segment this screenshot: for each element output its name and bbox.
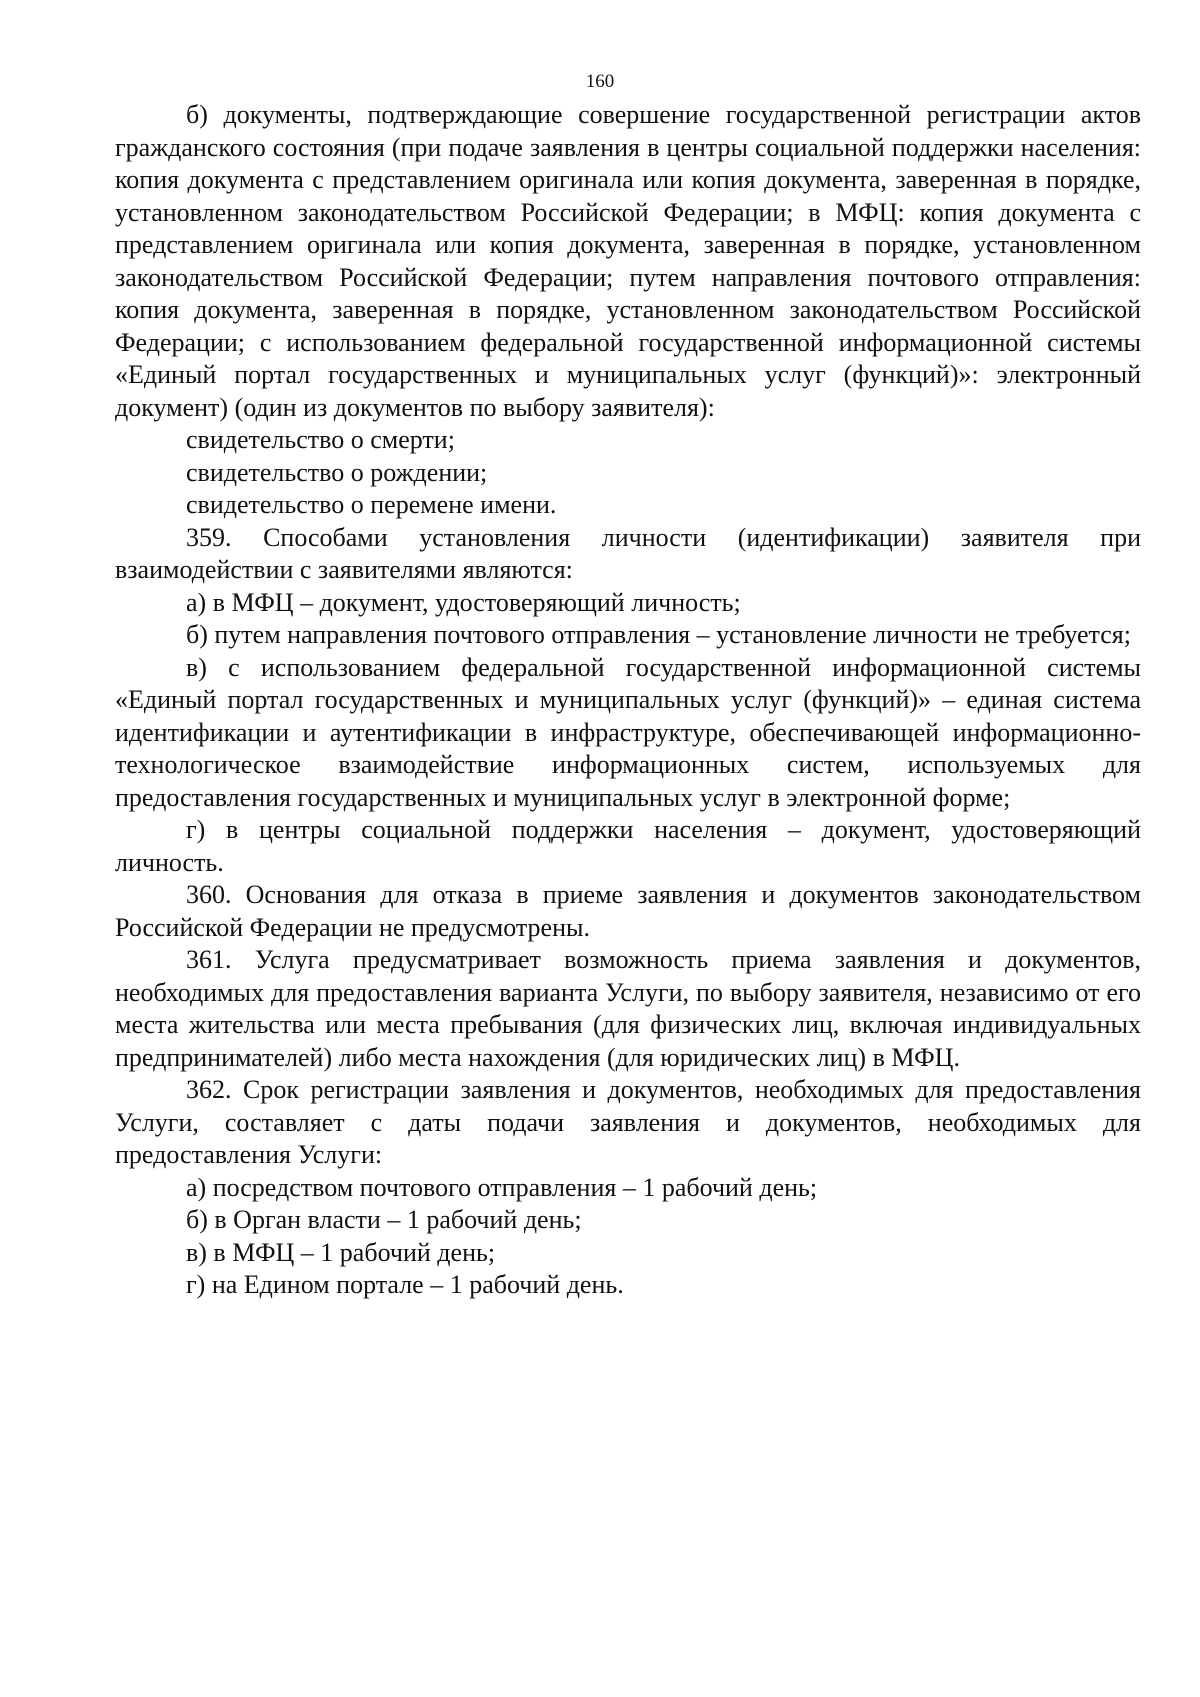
paragraph-359-v: в) с использованием федеральной государственной информационной системы «Единый портал государственных и муниципальных услуг (функций)» – единая система идентификации и аутентификации в инфраструктуре, обеспечивающей информационно-технологическое взаимодействие информационных систем, используемых для предоставления государственных и муниципальных услуг в электронной форме;: [115, 652, 1141, 812]
list-item-birth-certificate: свидетельство о рождении;: [186, 457, 488, 487]
paragraph-362-g: г) на Едином портале – 1 рабочий день.: [186, 1270, 624, 1299]
paragraph-361: 361. Услуга предусматривает возможность приема заявления и документов, необходимых для предоставления варианта Услуги, по выбору заявителя, независимо от его места жительства или места пребывания (для физических лиц, включая индивидуальных предпринимателей) либо места нахождения (для юридических лиц) в МФЦ.: [115, 945, 1141, 1072]
paragraph-362-b: б) в Орган власти – 1 рабочий день;: [186, 1205, 582, 1234]
document-body: [115, 99, 1141, 1302]
paragraph-359-a: а) в МФЦ – документ, удостоверяющий личность;: [186, 587, 741, 617]
paragraph-b-documents: б) документы, подтверждающие совершение государственной регистрации актов гражданского состояния (при подаче заявления в центры социальной поддержки населения: копия документа с представлением оригинала или копия документа, заверенная в порядке, установленном законодательством Российской Федерации; в МФЦ: копия документа с представлением оригинала или копия документа, заверенная в порядке, установленном законодательством Российской Федерации; путем направления почтового отправления: копия документа, заверенная в порядке, установленном законодательством Российской Федерации; с использованием федеральной государственной информационной системы «Единый портал государственных и муниципальных услуг (функций)»: электронный документ) (один из документов по выбору заявителя):: [115, 100, 1141, 422]
paragraph-359-g: г) в центры социальной поддержки населения – документ, удостоверяющий личность.: [115, 815, 1141, 877]
list-item-name-change-certificate: свидетельство о перемене имени.: [186, 490, 557, 519]
page-number: 160: [585, 71, 615, 92]
list-item-death-certificate: свидетельство о смерти;: [186, 425, 455, 454]
paragraph-359-b: б) путем направления почтового отправления – установление личности не требуется;: [186, 620, 1131, 649]
paragraph-360: 360. Основания для отказа в приеме заявления и документов законодательством Российской Федерации не предусмотрены.: [115, 880, 1141, 942]
paragraph-362-a: а) посредством почтового отправления – 1 рабочий день;: [186, 1172, 818, 1202]
paragraph-359: 359. Способами установления личности (идентификации) заявителя при взаимодействии с заявителями являются:: [115, 522, 1141, 584]
paragraph-362: 362. Срок регистрации заявления и документов, необходимых для предоставления Услуги, составляет с даты подачи заявления и документов, необходимых для предоставления Услуги:: [115, 1075, 1141, 1169]
paragraph-362-v: в) в МФЦ – 1 рабочий день;: [186, 1237, 496, 1267]
